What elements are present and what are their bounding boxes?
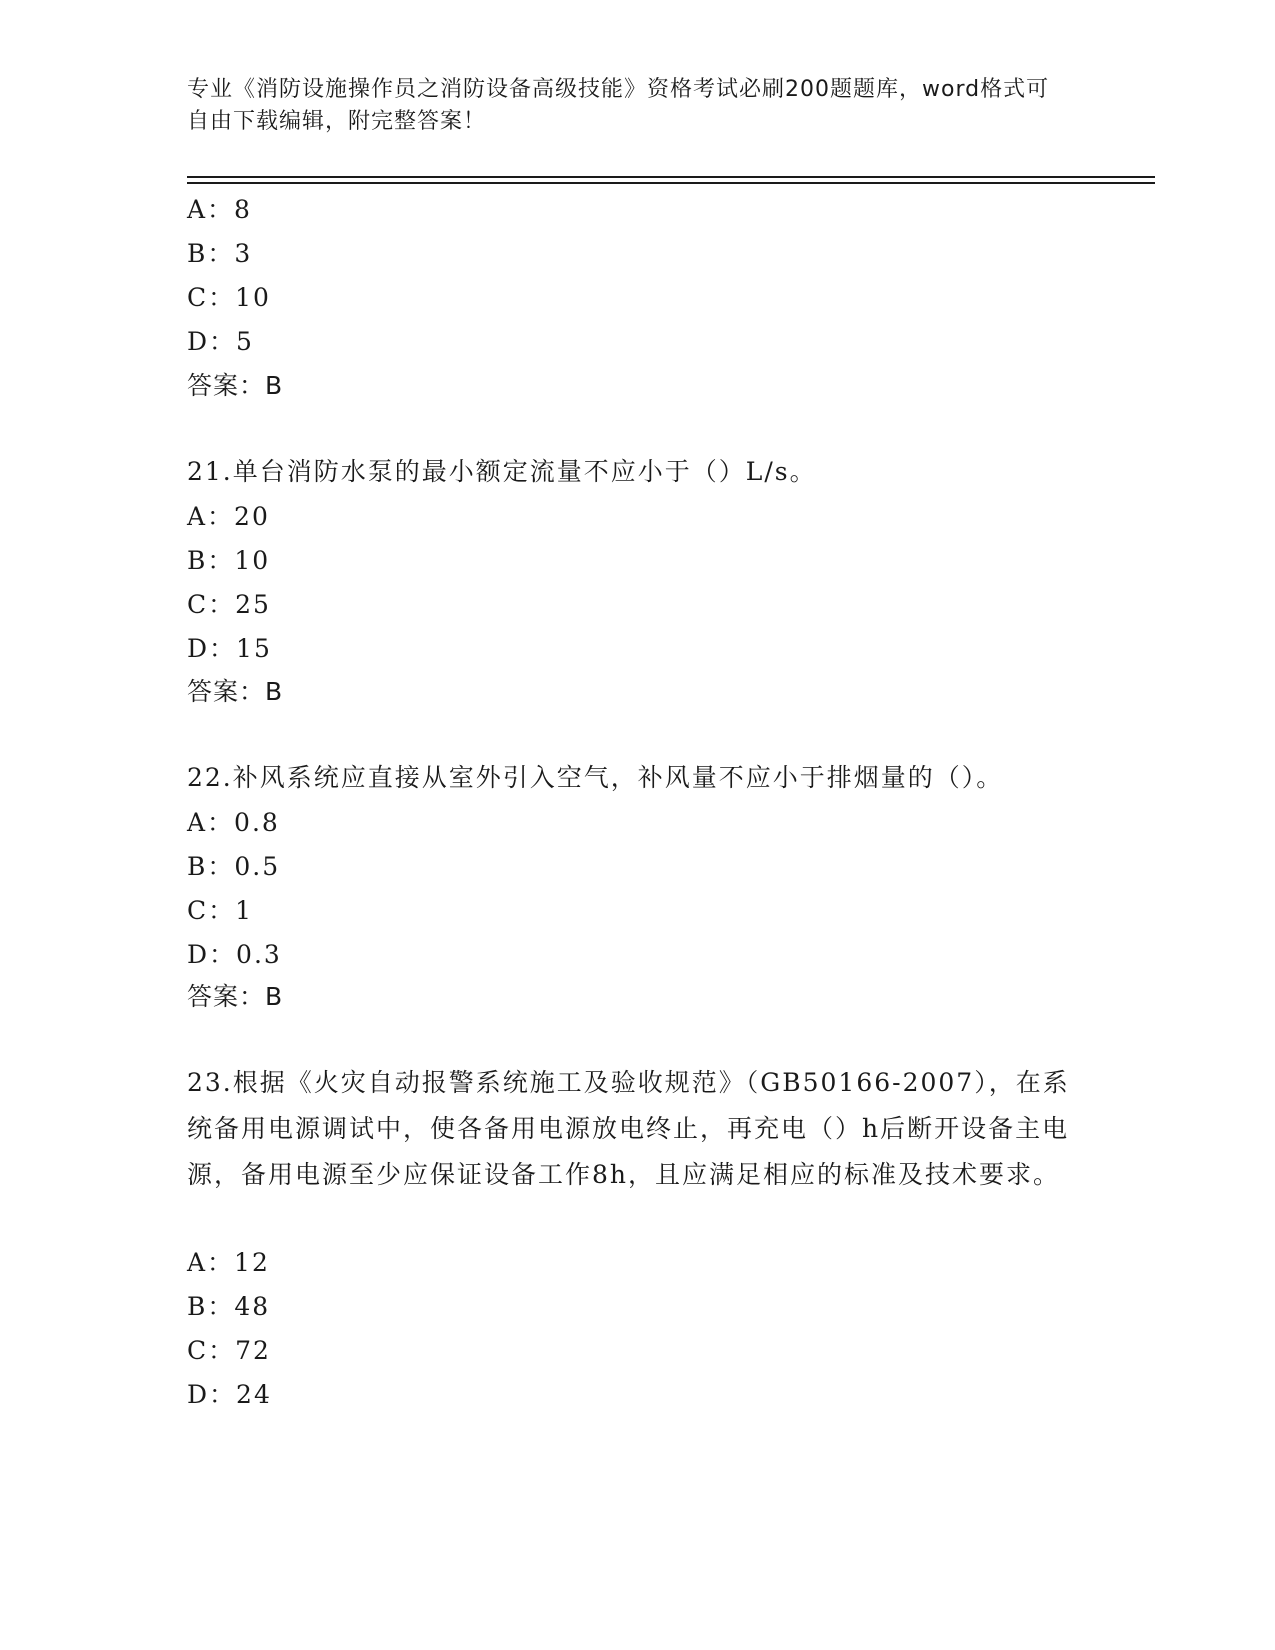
q21-option-c: C：25 — [187, 590, 271, 619]
q22-question: 22.补风系统应直接从室外引入空气，补风量不应小于排烟量的（）。 — [187, 763, 1004, 792]
q20-option-b: B：3 — [187, 239, 253, 268]
q20-option-a: A：8 — [187, 195, 252, 224]
q22-option-b: B：0.5 — [187, 852, 281, 881]
q23-option-c: C：72 — [187, 1336, 271, 1365]
q23-question: 23.根据《火灾自动报警系统施工及验收规范》（GB50166-2007），在系统备用电源调试中，使各备用电源放电终止，再充电（）h后断开设备主电源，备用电源至少应保证设备工作8h，且应满足相应的标准及技术要求。 — [187, 1068, 1070, 1189]
q22-answer: 答案：B — [187, 982, 284, 1011]
q21-option-a: A：20 — [187, 502, 270, 531]
q22-option-d: D：0.3 — [187, 940, 282, 969]
q20-answer: 答案：B — [187, 371, 284, 400]
q21-option-b: B：10 — [187, 546, 271, 575]
q23-option-d: D：24 — [187, 1380, 272, 1409]
document-header: 专业《消防设施操作员之消防设备高级技能》资格考试必刷200题题库，word格式可自由下载编辑，附完整答案！ — [187, 77, 1050, 134]
q21-answer: 答案：B — [187, 677, 284, 706]
q23-option-b: B：48 — [187, 1292, 271, 1321]
q23-option-a: A：12 — [187, 1248, 270, 1277]
q20-option-d: D：5 — [187, 327, 254, 356]
q22-option-c: C：1 — [187, 896, 254, 925]
header-divider-bottom — [187, 182, 1155, 184]
q22-option-a: A：0.8 — [187, 808, 280, 837]
q20-option-c: C：10 — [187, 283, 271, 312]
q21-question: 21.单台消防水泵的最小额定流量不应小于（）L/s。 — [187, 457, 817, 486]
header-divider-top — [187, 176, 1155, 178]
q21-option-d: D：15 — [187, 634, 272, 663]
